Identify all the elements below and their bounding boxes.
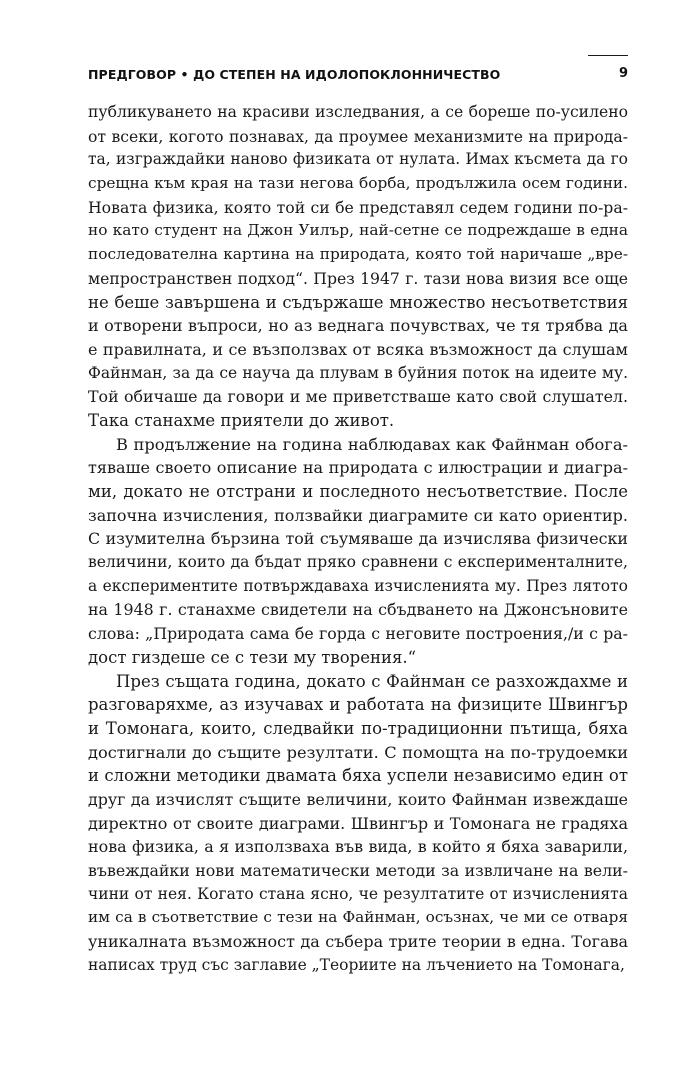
text-line: директно от своите диаграми. Швингър и Томонага не градяха: [88, 813, 628, 833]
text-line: В продължение на година наблюдавах как Файнман обога-: [116, 434, 628, 454]
text-line: започна изчисления, ползвайки диаграмите си като ориентир.: [88, 505, 628, 525]
text-line: величини, които да бъдат пряко сравнени с експерименталните,: [88, 553, 628, 572]
text-line: и отворени въпроси, но аз веднага почувствах, че тя трябва да: [88, 316, 628, 336]
text-line: ми, докато не отстрани и последното несъответствие. После: [88, 482, 628, 501]
paragraph: [88, 101, 628, 433]
text-line: а експериментите потвърждаваха изчисленията му. През лятото: [88, 576, 628, 595]
running-head: ПРЕДГОВОР • ДО СТЕПЕН НА ИДОЛОПОКЛОННИЧЕСТВО: [88, 67, 501, 82]
header-rule: [588, 55, 628, 56]
text-line: въвеждайки нови математически методи за извличане на вели-: [88, 861, 628, 880]
text-line: слова: „Природата сама бе горда с неговите построения,/и с ра-: [88, 624, 628, 644]
text-line: и сложни методики двамата бяха успели независимо един от: [88, 766, 628, 786]
page-number: 9: [618, 66, 628, 81]
text-line: Така станахме приятели до живот.: [88, 410, 395, 430]
text-line: публикуването на красиви изследвания, а се бореше по-усилено: [88, 103, 628, 121]
text-line: През същата година, докато с Файнман се разхождахме и: [116, 671, 628, 691]
text-line: дост гиздеше се с тези му творения.“: [88, 647, 417, 667]
text-line: от всеки, когото познавах, да проумее механизмите на природа-: [88, 126, 628, 146]
paragraph: [88, 670, 628, 978]
text-line: на 1948 г. станахме свидетели на сбъдването на Джонсъновите: [88, 600, 628, 620]
text-line: Той обичаше да говори и ме приветстваше като свой слушател.: [88, 387, 628, 407]
text-line: Файнман, за да се науча да плувам в буйния поток на идеите му.: [88, 363, 628, 382]
text-line: чини от нея. Когато стана ясно, че резултатите от изчисленията: [88, 884, 628, 903]
text-line: написах труд със заглавие „Теориите на лъчението на Томонага,: [88, 955, 625, 974]
text-line: мепространствен подход“. През 1947 г. тази нова визия все още: [88, 268, 628, 288]
text-line: нова физика, а я използваха във вида, в който я бяха заварили,: [88, 837, 628, 857]
text-line: С изумителна бързина той съумяваше да изчислява физически: [88, 529, 628, 549]
text-line: та, изграждайки наново физиката от нулата. Имах късмета да го: [88, 150, 628, 169]
body-text: [88, 101, 628, 977]
text-line: срещна към края на тази негова борба, продължила осем години.: [88, 174, 628, 193]
text-line: уникалната възможност да събера трите теории в една. Тогава: [88, 932, 628, 952]
text-line: е правилната, и се възползвах от всяка възможност да слушам: [88, 339, 628, 359]
text-line: не беше завършена и съдържаше множество несъответствия: [88, 292, 628, 312]
text-line: тяваше своето описание на природата с илюстрации и диагра-: [88, 458, 628, 478]
text-line: разговаряхме, аз изучавах и работата на физиците Швингър: [88, 695, 628, 715]
text-line: им са в съответствие с тези на Файнман, осъзнах, че ми се отваря: [88, 908, 628, 927]
text-line: но като студент на Джон Уилър, най-сетне се подреждаше в една: [88, 221, 628, 240]
text-line: друг да изчислят същите величини, които Файнман извеждаше: [88, 789, 628, 809]
paragraph: [88, 433, 628, 670]
text-line: Новата физика, която той си бе представял седем години по-ра-: [88, 197, 628, 217]
text-line: достигнали до същите резултати. С помощта на по-трудоемки: [88, 742, 628, 762]
page-header: [88, 55, 628, 97]
text-line: последователна картина на природата, която той наричаше „вре-: [88, 245, 628, 264]
text-line: и Томонага, които, следвайки по-традиционни пътища, бяха: [88, 718, 628, 738]
